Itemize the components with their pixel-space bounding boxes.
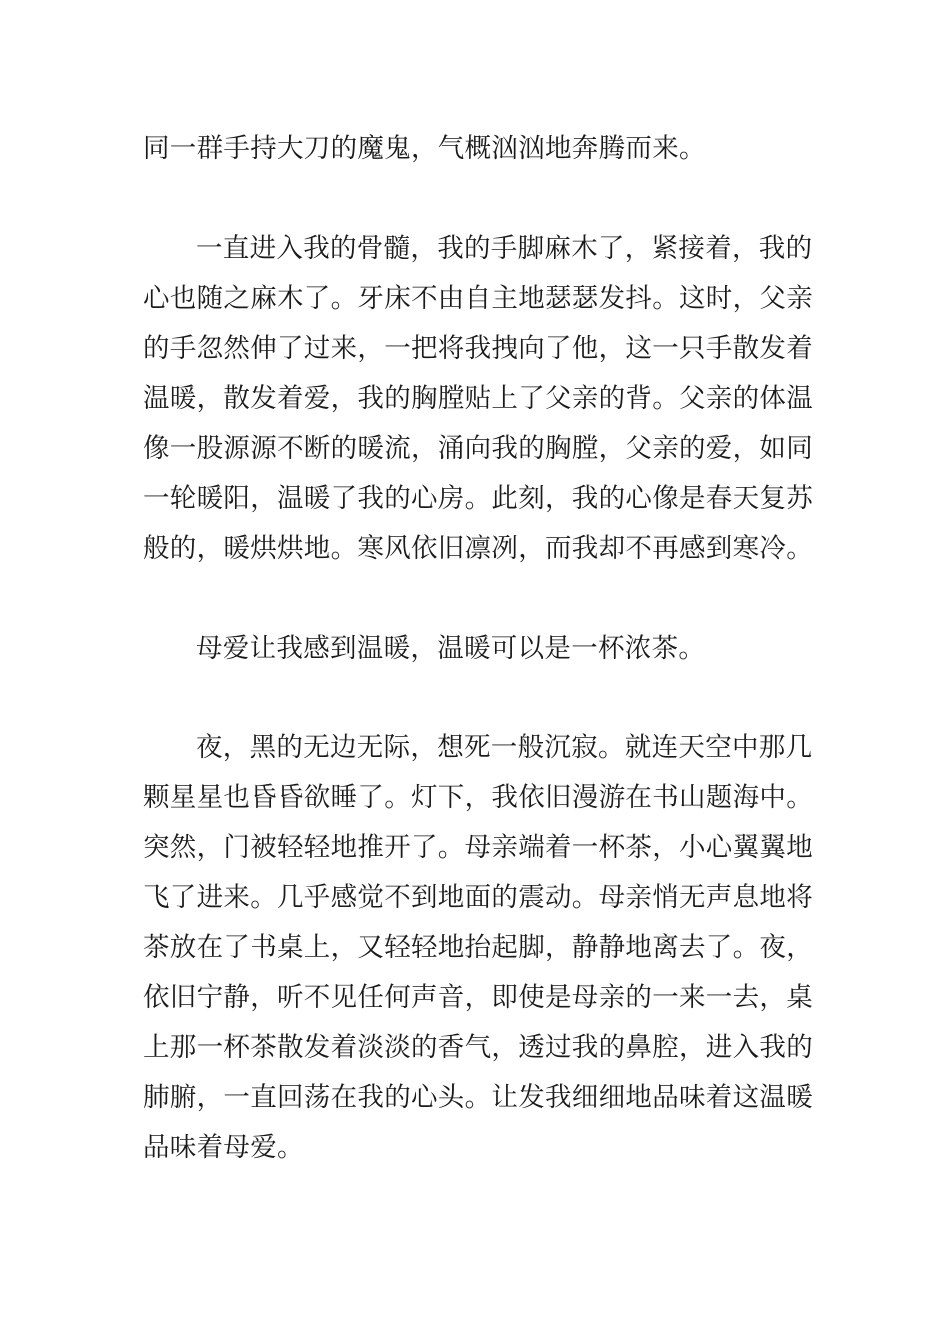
paragraph-4-line-9: 品味着母爱。: [143, 1132, 304, 1163]
paragraph-4-line-3: 突然，门被轻轻地推开了。母亲端着一杯茶，小心翼翼地: [143, 832, 813, 863]
paragraph-2-line-3: 的手忽然伸了过来，一把将我拽向了他，这一只手散发着: [143, 333, 813, 364]
paragraph-2-line-6: 一轮暖阳，温暖了我的心房。此刻，我的心像是春天复苏: [143, 483, 813, 514]
paragraph-4-line-1: 夜，黑的无边无际，想死一般沉寂。就连天空中那几: [196, 732, 813, 763]
paragraph-4-line-7: 上那一杯茶散发着淡淡的香气，透过我的鼻腔，进入我的: [143, 1032, 813, 1063]
paragraph-4-line-2: 颗星星也昏昏欲睡了。灯下，我依旧漫游在书山题海中。: [143, 782, 813, 813]
paragraph-4-line-5: 茶放在了书桌上，又轻轻地抬起脚，静静地离去了。夜，: [143, 932, 813, 963]
paragraph-4-line-8: 肺腑，一直回荡在我的心头。让发我细细地品味着这温暖: [143, 1082, 813, 1113]
paragraph-2-line-2: 心也随之麻木了。牙床不由自主地瑟瑟发抖。这时，父亲: [143, 283, 813, 314]
paragraph-2-line-7: 般的，暖烘烘地。寒风依旧凛冽，而我却不再感到寒冷。: [143, 533, 813, 564]
paragraph-4-line-6: 依旧宁静，听不见任何声音，即使是母亲的一来一去，桌: [143, 982, 813, 1013]
paragraph-2-line-1: 一直进入我的骨髓，我的手脚麻木了，紧接着，我的: [196, 233, 813, 264]
paragraph-4-line-4: 飞了进来。几乎感觉不到地面的震动。母亲悄无声息地将: [143, 882, 813, 913]
paragraph-3-line-1: 母爱让我感到温暖，温暖可以是一杯浓茶。: [196, 633, 706, 664]
paragraph-1-line-1: 同一群手持大刀的魔鬼，气概汹汹地奔腾而来。: [143, 133, 706, 164]
paragraph-2-line-4: 温暖，散发着爱，我的胸膛贴上了父亲的背。父亲的体温: [143, 383, 813, 414]
paragraph-2-line-5: 像一股源源不断的暖流，涌向我的胸膛，父亲的爱，如同: [143, 433, 813, 464]
